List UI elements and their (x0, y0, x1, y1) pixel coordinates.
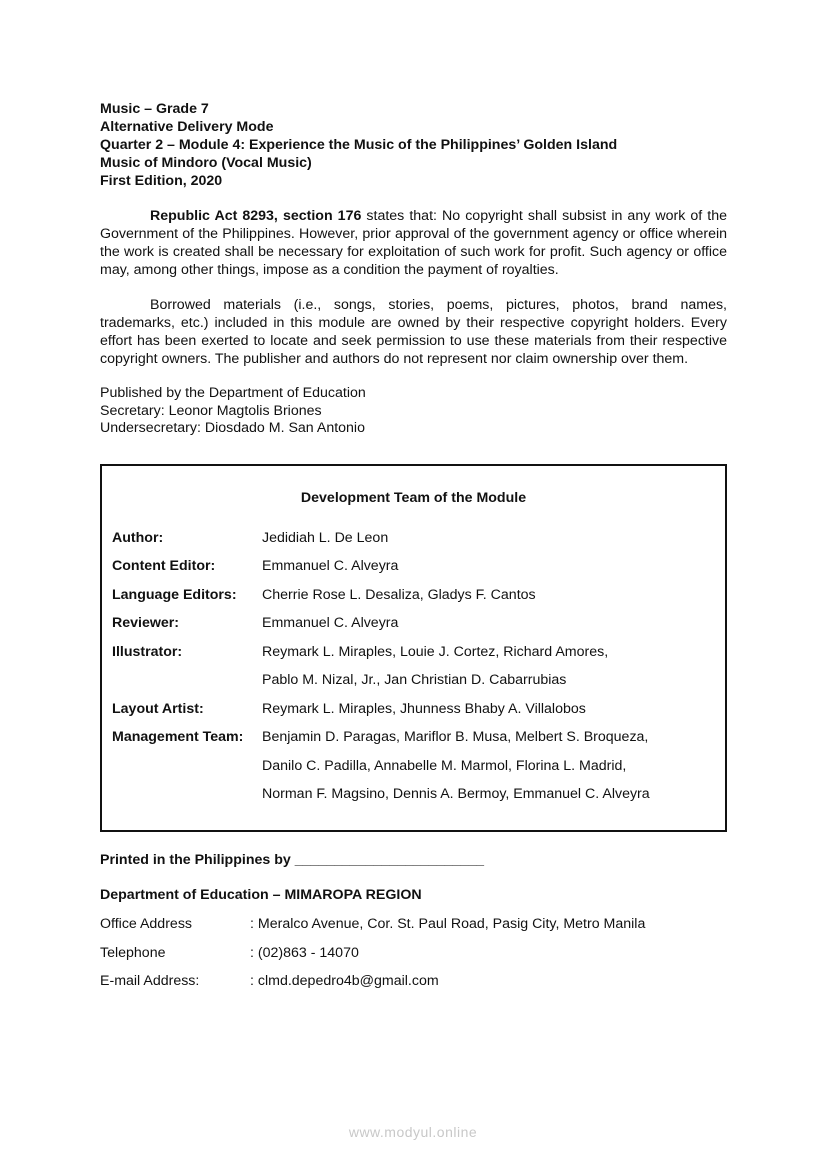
subject-grade: Music – Grade 7 (100, 101, 209, 117)
contact-office-address (100, 916, 645, 932)
published-by: Published by the Department of Education (100, 385, 366, 401)
undersecretary: Undersecretary: Diosdado M. San Antonio (100, 420, 365, 436)
copyright-paragraph (100, 207, 727, 279)
module-subtitle: Music of Mindoro (Vocal Music) (100, 155, 312, 171)
team-row-author (112, 530, 388, 546)
borrowed-materials-paragraph (100, 296, 727, 368)
team-value: Norman F. Magsino, Dennis A. Bermoy, Emmanuel C. Alveyra (262, 786, 650, 802)
team-value: Danilo C. Padilla, Annabelle M. Marmol, Florina L. Madrid, (262, 758, 627, 774)
contact-value: : Meralco Avenue, Cor. St. Paul Road, Pasig City, Metro Manila (250, 916, 646, 932)
team-value: Benjamin D. Paragas, Mariflor B. Musa, Melbert S. Broqueza, (262, 729, 649, 745)
team-row-language-editors (112, 587, 536, 603)
secretary: Secretary: Leonor Magtolis Briones (100, 402, 322, 419)
delivery-mode: Alternative Delivery Mode (100, 119, 274, 135)
team-value: Reymark L. Miraples, Jhunness Bhaby A. Villalobos (262, 701, 586, 717)
edition: First Edition, 2020 (100, 173, 223, 189)
team-row-layout-artist (112, 701, 586, 717)
contact-telephone (100, 945, 359, 961)
team-row-management-team-cont (112, 758, 626, 774)
printed-by: Printed in the Philippines by ________________________ (100, 852, 485, 868)
team-value: Pablo M. Nizal, Jr., Jan Christian D. Cabarrubias (262, 672, 567, 688)
team-row-illustrator (112, 644, 608, 660)
team-label: Reviewer: (112, 615, 180, 631)
module-title-block (100, 100, 727, 190)
team-row-management-team (112, 729, 648, 745)
office-name: Department of Education – MIMAROPA REGION (100, 887, 422, 903)
team-label (112, 758, 262, 774)
team-value: Jedidiah L. De Leon (262, 530, 389, 546)
team-value: Cherrie Rose L. Desaliza, Gladys F. Cantos (262, 587, 536, 603)
module-title: Quarter 2 – Module 4: Experience the Music of the Philippines’ Golden Island (100, 137, 618, 153)
copyright-law-text: states that: No copyright shall subsist in any work of the Government of the Philippines. However, prior approval of the government agency or office wherein the work is created shall be necessary for exploitation of such work for profit. Such agency or office may, among other things, impose as a condition the payment of royalties. (100, 208, 728, 278)
document-page (100, 100, 727, 438)
team-label: Layout Artist: (112, 701, 204, 717)
contact-email (100, 973, 439, 989)
team-label: Content Editor: (112, 558, 216, 574)
team-title: Development Team of the Module (300, 490, 527, 506)
team-row-content-editor (112, 558, 398, 574)
contact-value: : clmd.depedro4b@gmail.com (250, 973, 439, 989)
team-row-illustrator-cont (112, 672, 566, 688)
team-label (112, 672, 262, 688)
watermark: www.modyul.online (348, 1124, 478, 1140)
contact-label: E-mail Address: (100, 973, 200, 989)
team-value: Emmanuel C. Alveyra (262, 615, 399, 631)
contact-label: Telephone (100, 945, 166, 961)
contact-label: Office Address (100, 916, 193, 932)
team-label: Illustrator: (112, 644, 183, 660)
development-team-box (100, 464, 727, 832)
team-value: Emmanuel C. Alveyra (262, 558, 399, 574)
publisher-info (100, 385, 727, 438)
team-row-management-team-cont (112, 786, 650, 802)
team-label: Author: (112, 530, 164, 546)
borrowed-materials-text: Borrowed materials (i.e., songs, stories, poems, pictures, photos, brand names, trademarks, etc.) included in this module are owned by their respective copyright holders. Every effort has been exerted to locate and seek permission to use these materials from their respective copyright owners. The publisher and authors do not represent nor claim ownership over them. (100, 297, 727, 367)
team-label (112, 786, 262, 802)
team-value: Reymark L. Miraples, Louie J. Cortez, Richard Amores, (262, 644, 609, 660)
contact-value: : (02)863 - 14070 (250, 945, 359, 961)
copyright-law: Republic Act 8293, section 176 (150, 208, 362, 224)
team-label: Language Editors: (112, 587, 237, 603)
team-label: Management Team: (112, 729, 244, 745)
team-row-reviewer (112, 615, 398, 631)
